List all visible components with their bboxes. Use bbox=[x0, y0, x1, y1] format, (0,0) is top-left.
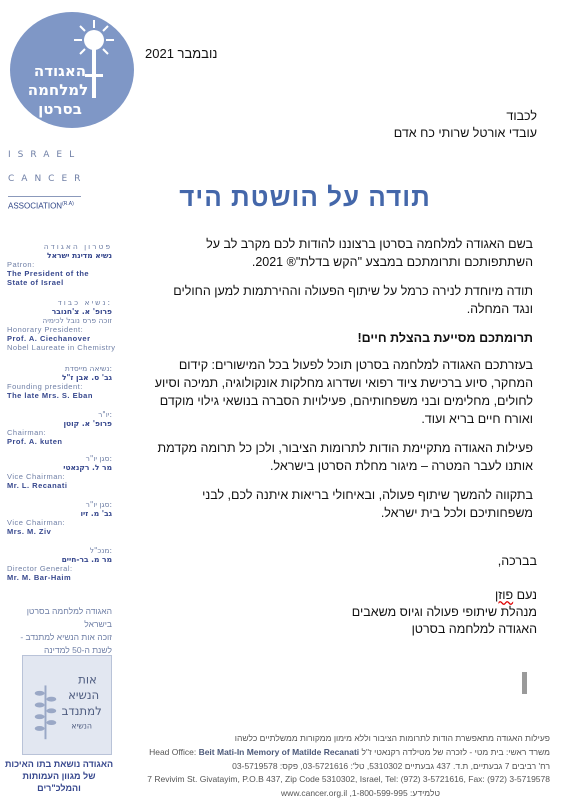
association-logo bbox=[8, 4, 136, 132]
signer-name: נעם פוזן bbox=[494, 588, 537, 602]
signer-org: האגודה למלחמה בסרטן bbox=[411, 622, 537, 636]
award-badge-word-1: אות bbox=[78, 672, 97, 687]
letter-body bbox=[150, 235, 533, 533]
honorary-en-name: Prof. A. Ciechanover bbox=[7, 334, 91, 343]
vice2-en-name: Mrs. M. Ziv bbox=[7, 527, 52, 536]
award-badge-word-3: למתנדב bbox=[61, 703, 102, 718]
director-he-name: מר מ. בר-חיים bbox=[61, 555, 112, 564]
founding-en-title: Founding president: bbox=[7, 382, 83, 391]
paragraph-2: תודה מיוחדת לנירה כרמל על שיתוף הפעולה וההירתמות למען החולים ונגד המחלה. bbox=[173, 284, 533, 316]
patron-he-title: פטרון האגודה bbox=[43, 242, 112, 251]
footer-address-he: רח' רביבים 7 גבעתיים, ת.ד. 437 גבעתיים 5310302, טל': 03-5721616, פקס: 03-5719578 bbox=[232, 761, 550, 771]
logo-line-2: למלחמה bbox=[27, 81, 89, 99]
recipient-line: עובדי אורטל שרותי כח אדם bbox=[393, 126, 537, 140]
chairman-en-name: Prof. A. kuten bbox=[7, 437, 63, 446]
chairman-he-name: פרופ' א. קוטן bbox=[63, 419, 112, 428]
letterhead-sidebar bbox=[0, 0, 118, 812]
logo-area bbox=[0, 0, 118, 138]
to-line: לכבוד bbox=[506, 109, 537, 123]
sidebar-divider bbox=[8, 196, 81, 197]
patron-en-title: Patron: bbox=[7, 260, 35, 269]
logo-line-1: האגודה bbox=[33, 62, 87, 80]
patron-en-name: The President of the bbox=[7, 269, 90, 278]
director-en-title: Director General: bbox=[7, 564, 73, 573]
president-award-text: האגודה למלחמה בסרטן בישראל - זוכה אות הנשיא למתנדב לשנת ה-50 למדינה bbox=[20, 606, 112, 655]
honorary-en-title: Honorary President: bbox=[7, 325, 84, 334]
footer-website-phone[interactable]: www.cancer.org.il ,1-800-599-995 :טלמידע bbox=[281, 788, 440, 798]
paragraph-3: בעזרתכם האגודה למלחמה בסרטן תוכל לפעול בכל המישורים: קידום המחקר, סיוע ברכישת ציוד רפואי ושדרוג מחלקות אונקולוגיה, תמיכה וסיוע לחולים, מחלימים ובני משפחותיהם, פעילויות הסברה בנושאי גילוי מוקדם ואורח חיים בריא ועוד. bbox=[154, 358, 533, 426]
chairman-en-title: Chairman: bbox=[7, 428, 47, 437]
israel-word: ISRAEL bbox=[8, 150, 82, 160]
award-badge-word-2: הנשיא bbox=[68, 688, 100, 703]
award-badge-word-4: הנשיא bbox=[71, 721, 93, 731]
closing: בברכה, bbox=[497, 554, 537, 568]
chairman-he-title: יו"ר: bbox=[98, 410, 112, 419]
quality-seal-text: האגודה נושאת בתו האיכות של מגוון העמותות והמלכ"רים bbox=[4, 759, 114, 793]
founding-en-name: The late Mrs. S. Eban bbox=[7, 391, 93, 400]
paragraph-1: בשם האגודה למלחמה בסרטן ברצוננו להודות לכם מקרב לב על השתתפותכם ותרומתכם במבצע "הקש בדלת"® 2021. bbox=[206, 237, 533, 269]
letter-title: תודה על הושטת היד bbox=[179, 182, 431, 212]
letter-date: נובמבר 2021 bbox=[145, 46, 218, 61]
vice2-en-title: Vice Chairman: bbox=[7, 518, 66, 527]
patron-en-name-2: State of Israel bbox=[7, 278, 64, 287]
signer-role: מנהלת שיתופי פעולה וגיוס משאבים bbox=[351, 605, 537, 619]
director-en-name: Mr. M. Bar-Haim bbox=[7, 573, 72, 582]
paragraph-4: פעילות האגודה מתקיימת הודות לתרומות הציבור, ולכן כל תרומה מקדמת אותנו לעבר המטרה – מיגור מחלת הסרטן בישראל. bbox=[157, 441, 533, 473]
footer-funding-note: פעילות האגודה מתאפשרת הודות לתרומות הציבור וללא מימון ממקורות ממשלתיים כלשהו bbox=[234, 733, 550, 743]
vice2-he-name: גב' מ. זיו bbox=[80, 509, 112, 518]
officers-list bbox=[0, 218, 118, 598]
paragraph-5: בתקווה להמשך שיתוף פעולה, ובאיחולי בריאות איתנה לכם, לבני משפחותיכם ולכל בית ישראל. bbox=[202, 488, 533, 520]
founding-he-name: גב' ס. אבן ז"ל bbox=[61, 373, 112, 382]
founding-he-title: נשיאה מייסדת: bbox=[64, 364, 112, 373]
signature-block bbox=[237, 553, 537, 638]
bold-statement: תרומתכם מסייעת בהצלת חיים! bbox=[357, 331, 533, 345]
honorary-en-note: Nobel Laureate in Chemistry bbox=[7, 343, 116, 352]
patron-he-name: נשיא מדינת ישראל bbox=[47, 251, 112, 260]
association-word: $ASSOCIATION^{(R.A)}$ bbox=[8, 201, 74, 211]
vice2-he-title: סגן יו"ר: bbox=[85, 500, 112, 509]
footer-address-en: 7 Revivim St. Givatayim, P.O.B 437, Zip Code 5310302, Israel, Tel: (972) 3-5721616, Fax: (972) 3-5719578 bbox=[147, 774, 550, 784]
honorary-he-name: פרופ' א. צ'חנובר bbox=[51, 307, 112, 316]
honorary-he-note: זוכה פרס נובל לכימיה bbox=[42, 316, 112, 325]
vice1-en-name: Mr. L. Recanati bbox=[7, 481, 68, 490]
addressee-block bbox=[237, 108, 537, 142]
honorary-he-title: נשיא כבוד: bbox=[57, 298, 112, 307]
president-award-badge bbox=[22, 655, 112, 755]
director-he-title: מנכ"ל: bbox=[89, 546, 112, 555]
vice1-en-title: Vice Chairman: bbox=[7, 472, 66, 481]
vice1-he-name: מר ל. רקנאטי bbox=[63, 463, 112, 472]
vice1-he-title: סגן יו"ר: bbox=[85, 454, 112, 463]
cancer-word: CANCER bbox=[8, 174, 88, 184]
footer-head-office: Head Office: Beit Mati-In Memory of Matilde Recanati משרד ראשי: בית מטי - לזכרה של מטילדה רקנאטי ז"ל bbox=[149, 747, 550, 757]
logo-line-3: בסרטן bbox=[38, 100, 82, 118]
text-cursor-marker bbox=[522, 672, 527, 694]
